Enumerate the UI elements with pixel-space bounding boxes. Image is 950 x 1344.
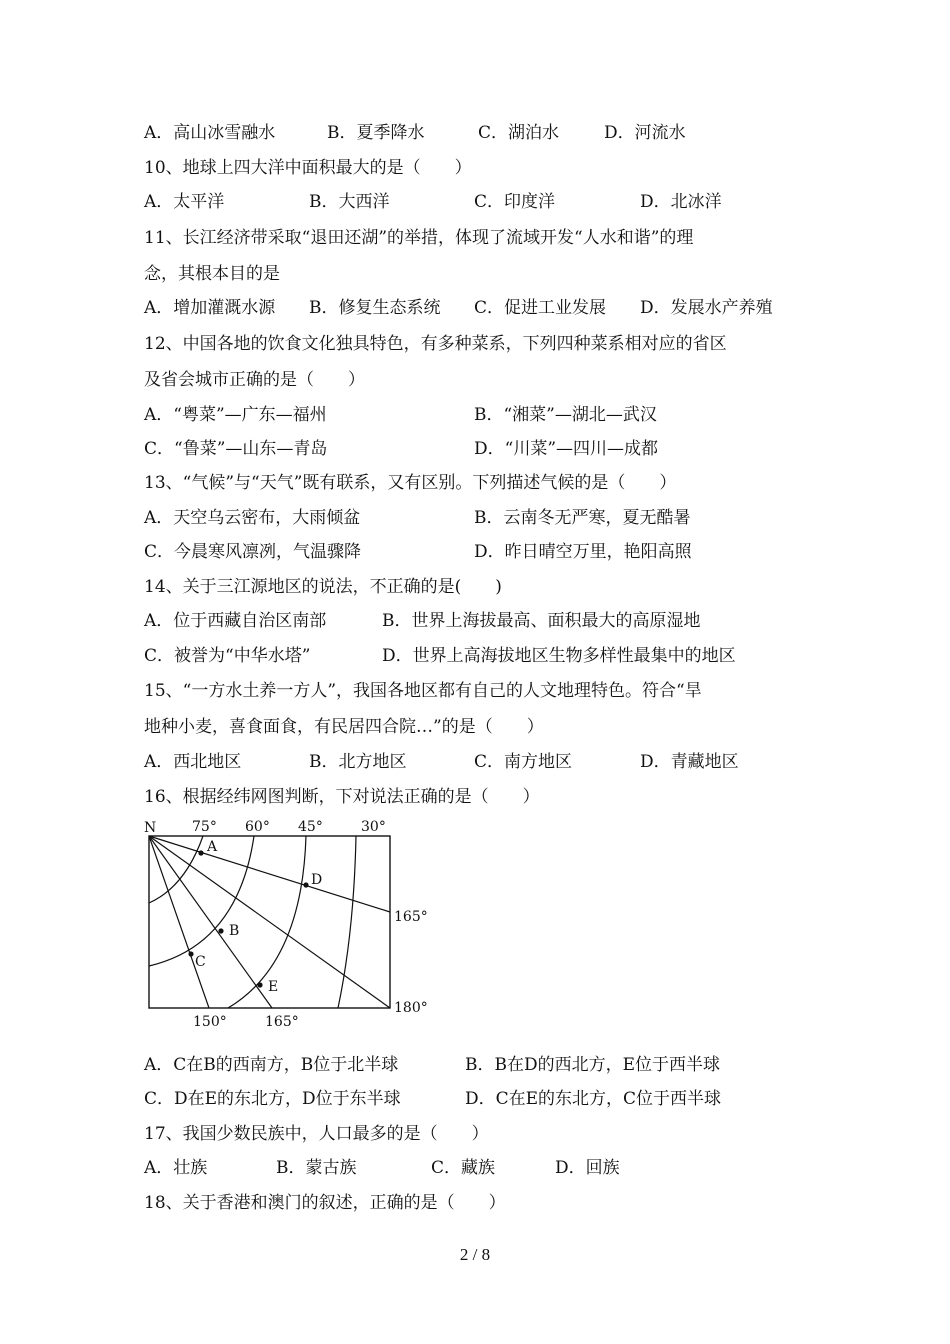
point-b-dot [218, 928, 223, 933]
q10-option-b: B．大西洋 [309, 192, 390, 212]
q15-stem-line2: 地种小麦，喜食面食，有民居四合院…”的是（ ） [144, 717, 544, 737]
q14-option-a: A．位于西藏自治区南部 [144, 611, 327, 631]
q11-option-a: A．增加灌溉水源 [144, 298, 276, 318]
bottom-label-150: 150° [193, 1014, 227, 1030]
point-a-dot [198, 850, 203, 855]
q14-option-d: D．世界上高海拔地区生物多样性最集中的地区 [382, 646, 736, 666]
q18-stem: 18、关于香港和澳门的叙述，正确的是（ ） [144, 1193, 506, 1213]
point-markers [188, 850, 308, 987]
q13-option-d: D．昨日晴空万里，艳阳高照 [474, 542, 692, 562]
q16-option-d: D．C在E的东北方，C位于西半球 [465, 1089, 722, 1109]
q12-option-d: D．“川菜”—四川—成都 [474, 439, 659, 459]
meridian-165 [149, 836, 390, 912]
point-c-dot [188, 951, 193, 956]
point-e-label: E [268, 979, 279, 995]
q13-option-a: A．天空乌云密布，大雨倾盆 [144, 508, 361, 528]
q17-option-b: B．蒙古族 [276, 1158, 357, 1178]
q11-option-c: C．促进工业发展 [474, 298, 607, 318]
q17-option-c: C．藏族 [431, 1158, 496, 1178]
q11-option-b: B．修复生态系统 [309, 298, 441, 318]
right-label-165: 165° [394, 909, 428, 925]
point-a-label: A [207, 839, 218, 855]
q12-stem-line2: 及省会城市正确的是（ ） [144, 370, 365, 390]
q11-stem-line2: 念，其根本目的是 [144, 264, 280, 284]
top-label-75: 75° [192, 819, 217, 835]
q10-option-c: C．印度洋 [474, 192, 556, 212]
q16-option-a: A．C在B的西南方，B位于北半球 [144, 1055, 399, 1075]
q16-option-c: C．D在E的东北方，D位于东半球 [144, 1089, 401, 1109]
page-number: 2 / 8 [459, 1245, 491, 1264]
q12-stem-line1: 12、中国各地的饮食文化独具特色，有多种菜系，下列四种菜系相对应的省区 [144, 334, 727, 354]
top-label-30: 30° [361, 819, 386, 835]
q12-option-b: B．“湘菜”—湖北—武汉 [474, 405, 657, 425]
point-b-label: B [229, 923, 240, 939]
right-label-180: 180° [394, 1000, 428, 1016]
q13-stem: 13、“气候”与“天气”既有联系，又有区别。下列描述气候的是（ ） [144, 473, 677, 493]
q17-option-d: D．回族 [555, 1158, 620, 1178]
q9-option-c: C．湖泊水 [478, 123, 560, 143]
q14-option-b: B．世界上海拔最高、面积最大的高原湿地 [382, 611, 701, 631]
q9-option-a: A．高山冰雪融水 [144, 123, 276, 143]
q14-stem: 14、关于三江源地区的说法，不正确的是( ) [144, 577, 502, 597]
q16-option-b: B．B在D的西北方，E位于西半球 [465, 1055, 721, 1075]
q10-stem: 10、地球上四大洋中面积最大的是（ ） [144, 158, 472, 178]
q11-stem-line1: 11、长江经济带采取“退田还湖”的举措，体现了流域开发“人水和谐”的理 [144, 228, 694, 248]
q10-option-d: D．北冰洋 [640, 192, 722, 212]
parallel-45 [228, 836, 306, 1008]
q12-option-a: A．“粤菜”—广东—福州 [144, 405, 327, 425]
q15-option-a: A．西北地区 [144, 752, 242, 772]
q15-option-d: D．青藏地区 [640, 752, 739, 772]
q10-option-a: A．太平洋 [144, 192, 225, 212]
q17-option-a: A．壮族 [144, 1158, 208, 1178]
graticule-figure [140, 812, 440, 1034]
parallel-75 [149, 836, 203, 903]
bottom-label-165: 165° [265, 1014, 299, 1030]
meridian-165-bottom [149, 836, 272, 1008]
q11-option-d: D．发展水产养殖 [640, 298, 773, 318]
meridian-150 [149, 836, 209, 1008]
top-label-45: 45° [298, 819, 323, 835]
parallel-lines [149, 836, 356, 1008]
pole-label: N [144, 820, 157, 836]
q12-option-c: C．“鲁菜”—山东—青岛 [144, 439, 328, 459]
q9-option-b: B．夏季降水 [327, 123, 425, 143]
q15-option-b: B．北方地区 [309, 752, 407, 772]
q14-option-c: C．被誉为“中华水塔” [144, 646, 311, 666]
q13-option-c: C．今晨寒风凛冽，气温骤降 [144, 542, 362, 562]
q13-option-b: B．云南冬无严寒，夏无酷暑 [474, 508, 691, 528]
q15-option-c: C．南方地区 [474, 752, 573, 772]
q15-stem-line1: 15、“一方水土养一方人”，我国各地区都有自己的人文地理特色。符合“旱 [144, 681, 702, 701]
q16-stem: 16、根据经纬网图判断，下对说法正确的是（ ） [144, 787, 540, 807]
point-d-dot [303, 882, 308, 887]
q9-option-d: D．河流水 [604, 123, 686, 143]
q17-stem: 17、我国少数民族中，人口最多的是（ ） [144, 1124, 489, 1144]
top-label-60: 60° [245, 819, 270, 835]
point-e-dot [257, 982, 262, 987]
point-d-label: D [311, 872, 323, 888]
point-c-label: C [195, 954, 206, 970]
